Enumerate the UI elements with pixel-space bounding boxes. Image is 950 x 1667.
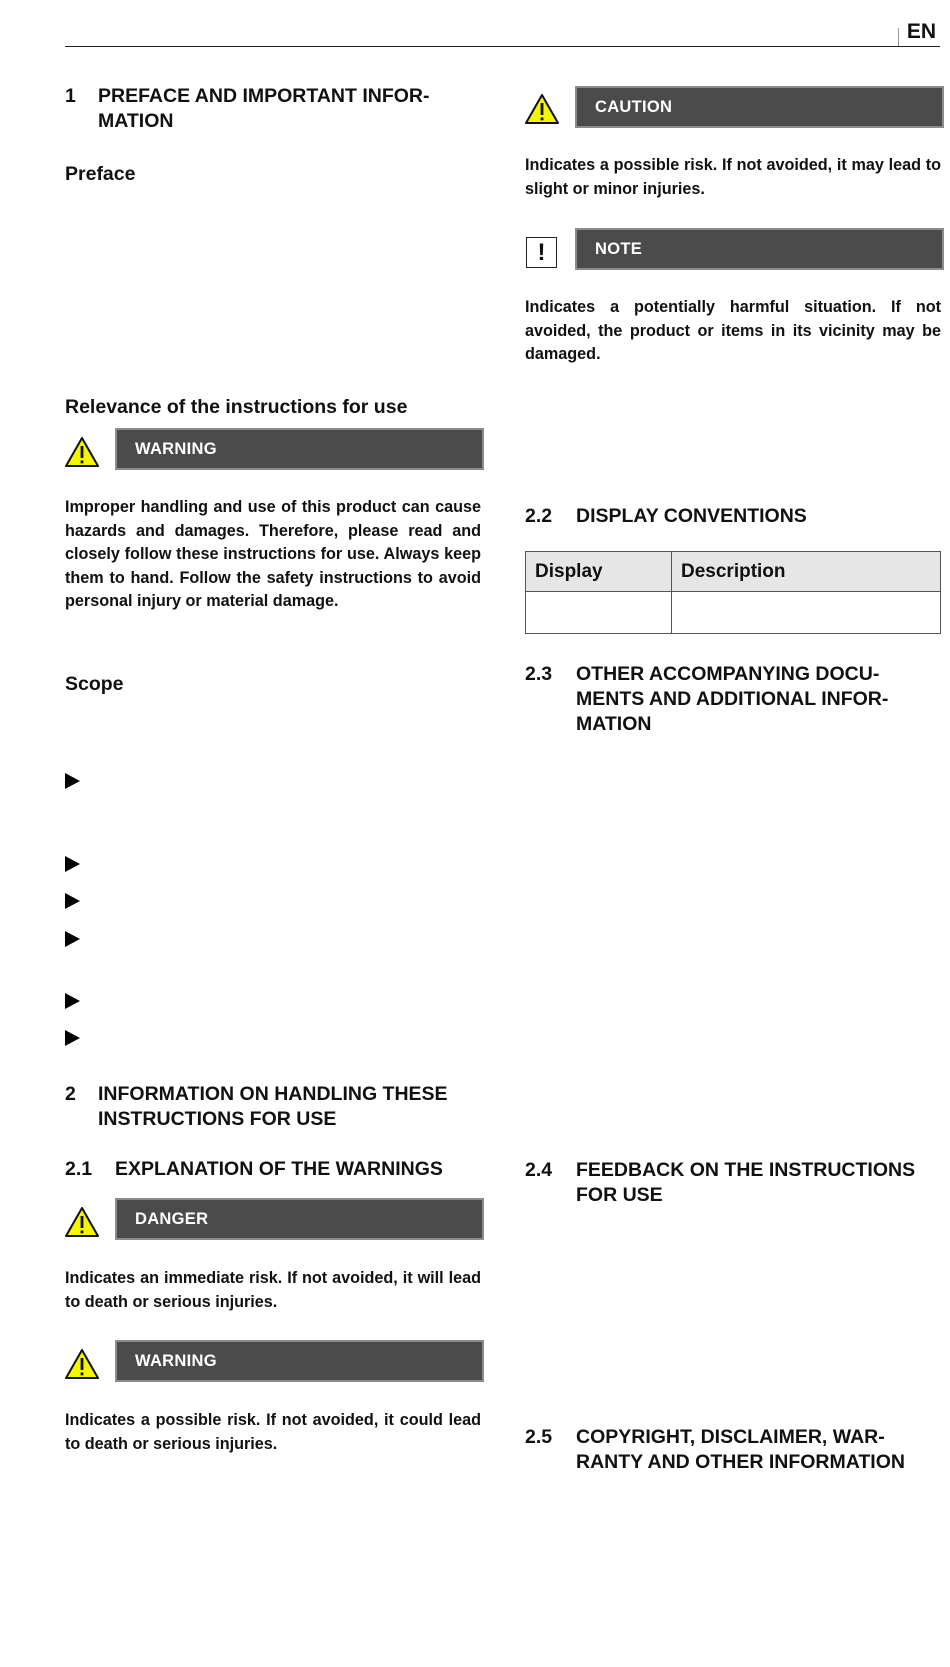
caution-triangle-icon (524, 93, 560, 125)
section-number: 2.4 (525, 1159, 553, 1181)
danger-signal-bar: DANGER (115, 1198, 484, 1240)
bullet-arrow-icon (65, 993, 80, 1009)
section-number: 2.3 (525, 663, 553, 685)
section-title: EXPLANATION OF THE WARNINGS (115, 1158, 443, 1180)
section-title: OTHER ACCOMPANYING DOCU- MENTS AND ADDITIONAL INFOR- MATION (576, 663, 889, 735)
warning-triangle-icon (64, 436, 100, 468)
table-cell (526, 592, 672, 634)
section-title: INFORMATION ON HANDLING THESE INSTRUCTIONS FOR USE (98, 1083, 448, 1130)
warning-text: Improper handling and use of this product can cause hazards and damages. Therefore, please read and closely follow these instructions for use. Always keep them to hand. Follow the safety instructions to avoid personal injury or material damage. (65, 498, 481, 610)
language-code: EN (906, 20, 936, 43)
display-conventions-table (525, 551, 941, 634)
section-2-heading (65, 1082, 495, 1132)
danger-triangle-icon (64, 1206, 100, 1238)
bullet-arrow-icon (65, 893, 80, 909)
danger-text: Indicates an immediate risk. If not avoided, it will lead to death or serious injuries. (65, 1269, 481, 1311)
section-number: 2 (65, 1083, 76, 1105)
bullet-arrow-icon (65, 856, 80, 872)
warning-signal-bar: WARNING (115, 428, 484, 470)
bullet-arrow-icon (65, 931, 80, 947)
caution-text: Indicates a possible risk. If not avoided, it may lead to slight or minor injuries. (525, 156, 941, 198)
bullet-arrow-icon (65, 1030, 80, 1046)
section-2-1-heading (65, 1157, 495, 1182)
section-2-4-heading (525, 1158, 945, 1208)
section-2-3-heading (525, 662, 945, 737)
warning-text: Indicates a possible risk. If not avoided, it could lead to death or serious injuries. (65, 1411, 481, 1453)
table-cell (672, 592, 941, 634)
relevance-heading: Relevance of the instructions for use (65, 396, 408, 418)
section-number: 2.1 (65, 1158, 93, 1180)
section-number: 1 (65, 85, 76, 107)
caution-signal-bar: CAUTION (575, 86, 944, 128)
table-header-display: Display (526, 552, 672, 592)
section-number: 2.2 (525, 505, 553, 527)
scope-heading: Scope (65, 673, 124, 695)
header-tick (898, 28, 899, 46)
header-rule (65, 46, 940, 47)
section-title: FEEDBACK ON THE INSTRUCTIONS FOR USE (576, 1159, 916, 1206)
preface-heading: Preface (65, 163, 136, 185)
section-2-2-heading (525, 504, 945, 529)
note-exclamation-icon: ! (526, 237, 557, 268)
bullet-arrow-icon (65, 773, 80, 789)
section-title: PREFACE AND IMPORTANT INFOR- MATION (98, 85, 430, 132)
note-text: Indicates a potentially harmful situation. If not avoided, the product or items in its vicinity may be damaged. (525, 298, 941, 363)
warning-signal-bar: WARNING (115, 1340, 484, 1382)
section-1-heading (65, 84, 485, 134)
section-2-5-heading (525, 1425, 945, 1475)
section-number: 2.5 (525, 1426, 553, 1448)
table-row (526, 592, 941, 634)
note-signal-bar: NOTE (575, 228, 944, 270)
section-title: COPYRIGHT, DISCLAIMER, WAR- RANTY AND OTHER INFORMATION (576, 1426, 905, 1473)
warning-triangle-icon (64, 1348, 100, 1380)
table-header-description: Description (672, 552, 941, 592)
section-title: DISPLAY CONVENTIONS (576, 505, 807, 527)
